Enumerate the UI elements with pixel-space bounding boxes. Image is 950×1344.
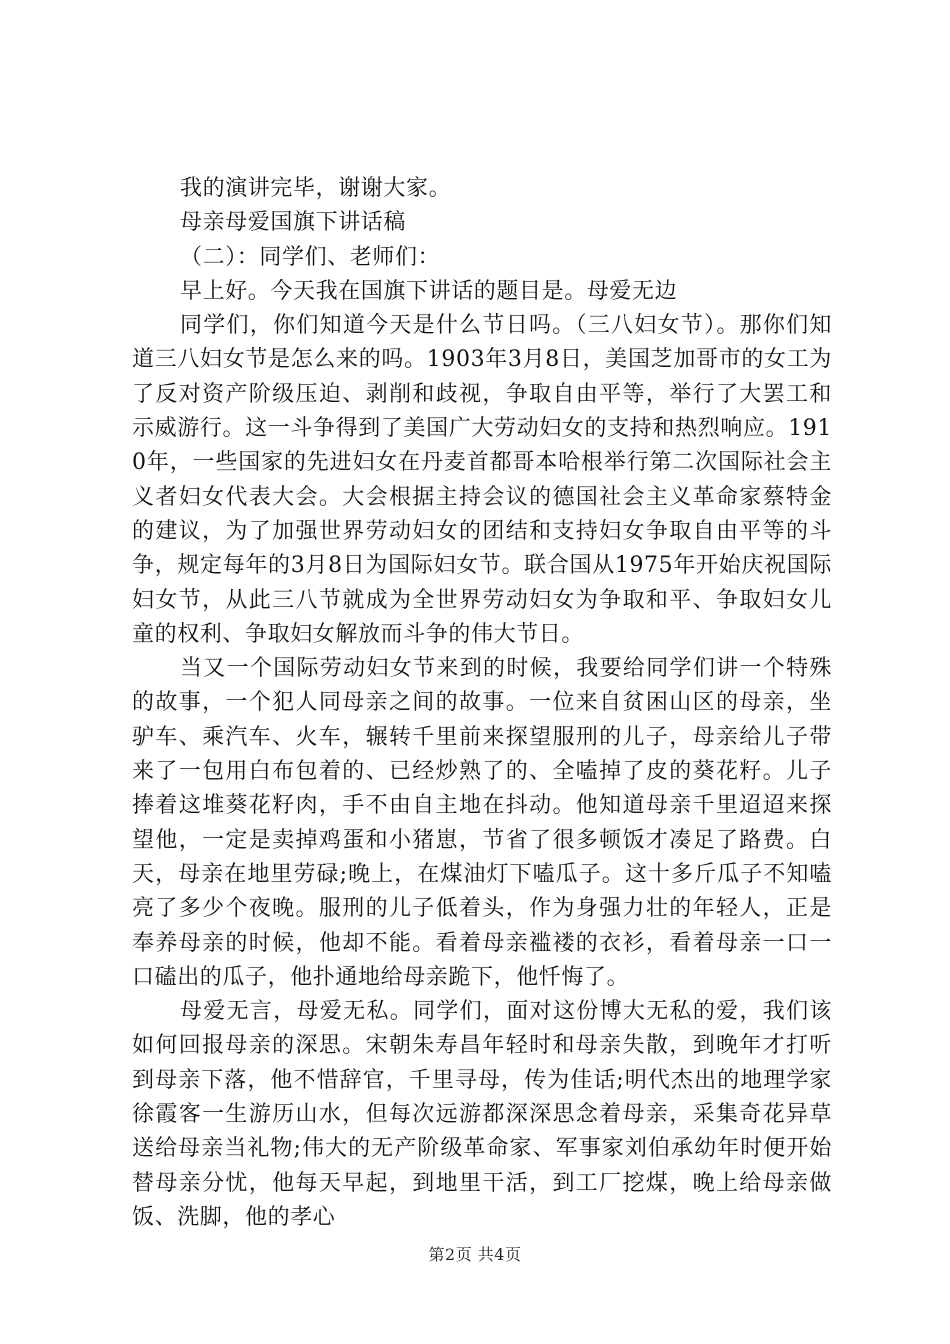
speech-title: 母亲母爱国旗下讲话稿 [180,210,407,236]
paragraph-filial: 母爱无言，母爱无私。同学们，面对这份博大无私的爱，我们该如何回报母亲的深思。宋朝朱寿昌年轻时和母亲失散，到晚年才打听到母亲下落，他不惜辞官，千里寻母，传为佳话;明代杰出的地理学家徐霞客一生游历山水，但每次远游都深深思念着母亲，采集奇花异草送给母亲当礼物;伟大的无产阶级革命家、军事家刘伯承幼年时便开始替母亲分忧，他每天早起，到地里干活，到工厂挖煤，晚上给母亲做饭、洗脚，他的孝心 [132,999,832,1230]
page-number: 第2页 共4页 [428,1245,522,1264]
document-body [132,172,832,1235]
speech-opening: 早上好。今天我在国旗下讲话的题目是。母爱无边 [180,278,678,304]
closing-line: 我的演讲完毕，谢谢大家。 [180,176,452,201]
paragraph-story: 当又一个国际劳动妇女节来到的时候，我要给同学们讲一个特殊的故事，一个犯人同母亲之间的故事。一位来自贫困山区的母亲，坐驴车、乘汽车、火车，辗转千里前来探望服刑的儿子，母亲给儿子带来了一包用白布包着的、已经炒熟了的、全嗑掉了皮的葵花籽。儿子捧着这堆葵花籽肉，手不由自主地在抖动。他知道母亲千里迢迢来探望他，一定是卖掉鸡蛋和小猪崽，节省了很多顿饭才凑足了路费。白天，母亲在地里劳碌;晚上，在煤油灯下嗑瓜子。这十多斤瓜子不知嗑亮了多少个夜晚。服刑的儿子低着头，作为身强力壮的年轻人，正是奉养母亲的时候，他却不能。看着母亲褴褛的衣衫，看着母亲一口一口磕出的瓜子，他扑通地给母亲跪下，他忏悔了。 [132,656,832,990]
speech-salutation: （二）：同学们、老师们： [180,244,441,270]
paragraph-womens-day: 同学们，你们知道今天是什么节日吗。（三八妇女节）。那你们知道三八妇女节是怎么来的吗。1903年3月8日，美国芝加哥市的女工为了反对资产阶级压迫、剥削和歧视，争取自由平等，举行了大罢工和示威游行。这一斗争得到了美国广大劳动妇女的支持和热烈响应。1910年，一些国家的先进妇女在丹麦首都哥本哈根举行第二次国际社会主义者妇女代表大会。大会根据主持会议的德国社会主义革命家蔡特金的建议，为了加强世界劳动妇女的团结和支持妇女争取自由平等的斗争，规定每年的3月8日为国际妇女节。联合国从1975年开始庆祝国际妇女节，从此三八节就成为全世界劳动妇女为争取和平、争取妇女儿童的权利、争取妇女解放而斗争的伟大节日。 [132,313,832,647]
